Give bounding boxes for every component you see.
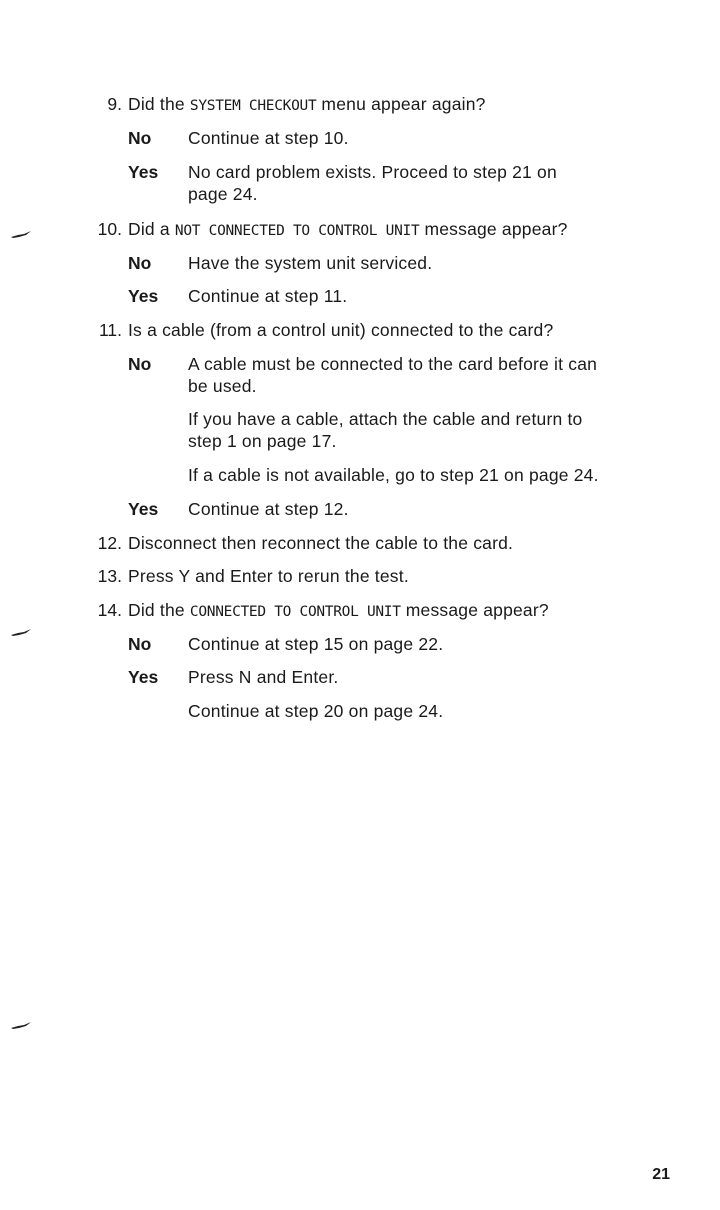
step-9-yes-line-1: No card problem exists. Proceed to step 21 on [188,162,557,182]
step-10-yes-label: Yes [128,286,159,306]
step-14-yes-label: Yes [128,667,159,687]
step-9-question [128,94,486,117]
step-14-number: 14. [97,600,122,620]
step-9-question-pre: Did the [128,94,190,114]
step-14-no-text: Continue at step 15 on page 22. [188,634,444,654]
margin-mark-icon [10,1022,32,1030]
step-10-no-label: No [128,253,152,273]
step-9-question-code: SYSTEM CHECKOUT [189,98,317,114]
step-9-question-post: menu appear again? [316,94,486,114]
step-14-question [128,600,549,623]
step-11-no-line-2: be used. [188,376,257,396]
step-12-text: Disconnect then reconnect the cable to the card. [128,533,514,553]
step-13-number: 13. [97,566,122,586]
step-10-question-pre: Did a [128,219,175,239]
step-9-yes-label: Yes [128,162,159,182]
step-11-no-line-5: If a cable is not available, go to step 21 on page 24. [188,465,599,485]
step-14-yes-line-1: Press N and Enter. [188,667,339,687]
step-9-yes-line-2: page 24. [188,184,258,204]
step-10-question-post: message appear? [419,219,568,239]
step-11-question: Is a cable (from a control unit) connected to the card? [128,320,554,340]
page-number: 21 [652,1166,670,1183]
step-11-no-line-3: If you have a cable, attach the cable and return to [188,409,583,429]
step-14-no-label: No [128,634,152,654]
step-10-no-text: Have the system unit serviced. [188,253,433,273]
step-9-number: 9. [107,94,122,114]
step-10-question-code: NOT CONNECTED TO CONTROL UNIT [174,223,420,239]
step-11-yes-label: Yes [128,499,159,519]
step-9-no-text: Continue at step 10. [188,128,349,148]
step-10-yes-text: Continue at step 11. [188,286,348,306]
step-11-no-line-4: step 1 on page 17. [188,431,337,451]
step-14-question-post: message appear? [400,600,549,620]
step-11-yes-text: Continue at step 12. [188,499,349,519]
margin-mark-icon [10,629,32,637]
step-10-question [128,219,568,242]
step-14-question-pre: Did the [128,600,190,620]
margin-mark-icon [10,231,32,239]
step-11-no-label: No [128,354,152,374]
step-11-number: 11. [98,320,122,340]
step-14-yes-line-2: Continue at step 20 on page 24. [188,701,444,721]
step-12-number: 12. [97,533,122,553]
step-11-no-line-1: A cable must be connected to the card before it can [188,354,598,374]
step-9-no-label: No [128,128,152,148]
step-14-question-code: CONNECTED TO CONTROL UNIT [189,604,401,620]
step-13-text: Press Y and Enter to rerun the test. [128,566,409,586]
step-10-number: 10. [97,219,122,239]
